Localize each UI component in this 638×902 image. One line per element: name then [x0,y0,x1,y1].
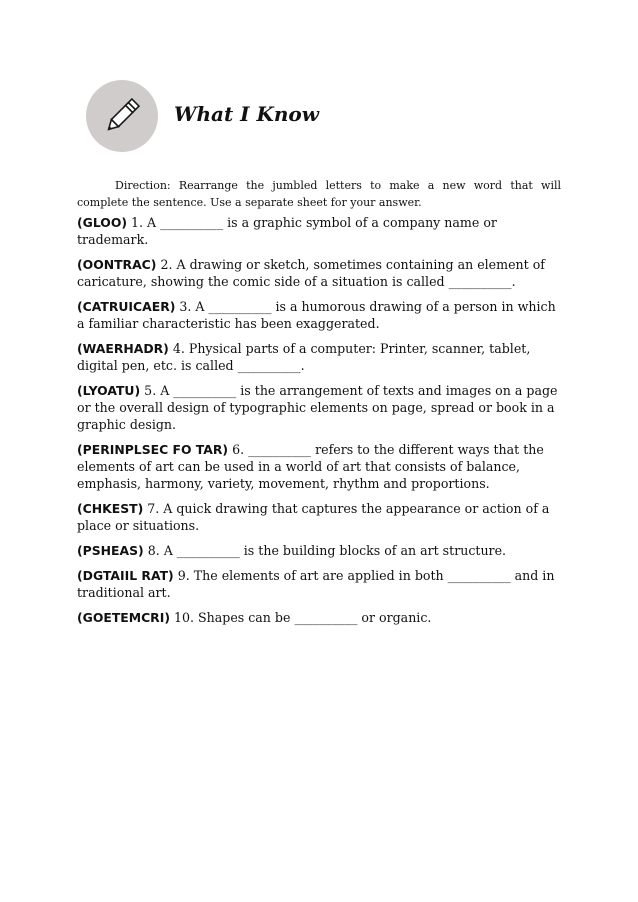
question-text: 7. A quick drawing that captures the appearance or action of a place or situations. [77,501,550,533]
jumbled-word: (DGTAIIL RAT) [77,568,174,583]
question-item [77,298,567,332]
question-item [77,609,567,626]
jumbled-word: (GOETEMCRI) [77,610,170,625]
question-text: 2. A drawing or sketch, sometimes containing an element of caricature, showing the comic side of a situation is called __________. [77,257,545,289]
jumbled-word: (CHKEST) [77,501,144,516]
jumbled-word: (PERINPLSEC FO TAR) [77,442,229,457]
question-item [77,567,567,601]
question-text: 10. Shapes can be __________ or organic. [169,610,432,625]
jumbled-word: (CATRUICAER) [77,299,176,314]
question-item [77,441,567,492]
jumbled-word: (WAERHADR) [77,341,169,356]
question-item [77,500,567,534]
question-item [77,340,567,374]
direction-text: Direction: Rearrange the jumbled letters to make a new word that will complete the sentence. Use a separate sheet for your answer. [77,179,561,209]
question-item [77,214,567,248]
question-text: 3. A __________ is a humorous drawing of a person in which a familiar characteristic has been exaggerated. [77,299,556,331]
section-header [86,80,486,152]
question-list [77,214,567,634]
question-text: 9. The elements of art are applied in both __________ and in traditional art. [77,568,555,600]
jumbled-word: (PSHEAS) [77,543,144,558]
pencil-icon [100,94,144,138]
page-title: What I Know [174,102,319,126]
question-text: 1. A __________ is a graphic symbol of a company name or trademark. [77,215,497,247]
question-item [77,542,567,559]
question-text: 5. A __________ is the arrangement of texts and images on a page or the overall design of typographic elements on page, spread or book in a graphic design. [77,383,558,432]
jumbled-word: (LYOATU) [77,383,141,398]
question-text: 6. __________ refers to the different ways that the elements of art can be used in a world of art that consists of balance, emphasis, harmony, variety, movement, rhythm and proportions. [77,442,544,491]
question-text: 8. A __________ is the building blocks of an art structure. [143,543,507,558]
jumbled-word: (OONTRAC) [77,257,157,272]
jumbled-word: (GLOO) [77,215,128,230]
question-item [77,256,567,290]
question-text: 4. Physical parts of a computer: Printer, scanner, tablet, digital pen, etc. is called __________. [77,341,531,373]
question-item [77,382,567,433]
pencil-badge [86,80,158,152]
